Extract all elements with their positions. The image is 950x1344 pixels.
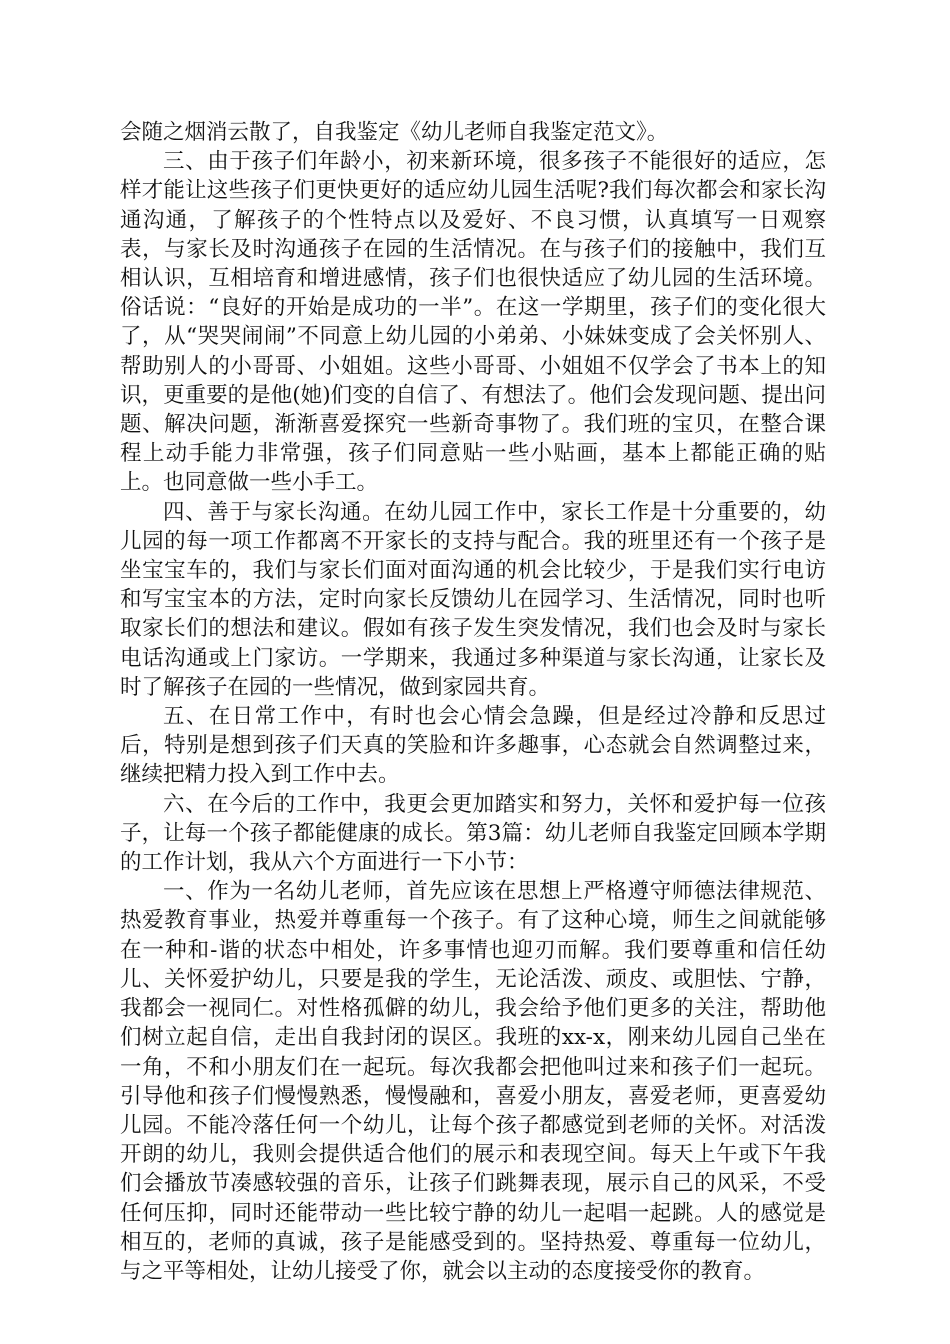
paragraph-section-six: 六、在今后的工作中，我更会更加踏实和努力，关怀和爱护每一位孩子，让每一个孩子都能健康的成长。第3篇：幼儿老师自我鉴定回顾本学期的工作计划，我从六个方面进行一下小节： bbox=[120, 791, 826, 876]
paragraph-continuation: 会随之烟消云散了，自我鉴定《幼儿老师自我鉴定范文》。 bbox=[120, 120, 669, 145]
document-body bbox=[120, 118, 826, 1286]
paragraph-section-four: 四、善于与家长沟通。在幼儿园工作中，家长工作是十分重要的，幼儿园的每一项工作都离不开家长的支持与配合。我的班里还有一个孩子是坐宝宝车的，我们与家长们面对面沟通的机会比较少，于是我们实行电访和写宝宝本的方法，定时向家长反馈幼儿在园学习、生活情况，同时也听取家长们的想法和建议。假如有孩子发生突发情况，我们也会及时与家长电话沟通或上门家访。一学期来，我通过多种渠道与家长沟通，让家长及时了解孩子在园的一些情况，做到家园共育。 bbox=[120, 499, 826, 700]
paragraph-section-one: 一、作为一名幼儿老师，首先应该在思想上严格遵守师德法律规范、热爱教育事业，热爱并尊重每一个孩子。有了这种心境，师生之间就能够在一种和-谐的状态中相处，许多事情也迎刃而解。我们要尊重和信任幼儿、关怀爱护幼儿，只要是我的学生，无论活泼、顽皮、或胆怯、宁静，我都会一视同仁。对性格孤僻的幼儿，我会给予他们更多的关注，帮助他们树立起自信，走出自我封闭的误区。我班的xx-x，刚来幼儿园自己坐在一角，不和小朋友们在一起玩。每次我都会把他叫过来和孩子们一起玩。引导他和孩子们慢慢熟悉，慢慢融和，喜爱小朋友，喜爱老师，更喜爱幼儿园。不能冷落任何一个幼儿，让每个孩子都感觉到老师的关怀。对活泼开朗的幼儿，我则会提供适合他们的展示和表现空间。每天上午或下午我们会播放节凑感较强的音乐，让孩子们跳舞表现，展示自己的风采，不受任何压抑，同时还能带动一些比较宁静的幼儿一起唱一起跳。人的感觉是相互的，老师的真诚，孩子是能感受到的。坚持热爱、尊重每一位幼儿，与之平等相处，让幼儿接受了你，就会以主动的态度接受你的教育。 bbox=[120, 879, 826, 1284]
paragraph-section-three: 三、由于孩子们年龄小，初来新环境，很多孩子不能很好的适应，怎样才能让这些孩子们更快更好的适应幼儿园生活呢?我们每次都会和家长沟通沟通，了解孩子的个性特点以及爱好、不良习惯，认真填写一日观察表，与家长及时沟通孩子在园的生活情况。在与孩子们的接触中，我们互相认识，互相培育和增进感情，孩子们也很快适应了幼儿园的生活环境。俗话说：“良好的开始是成功的一半”。在这一学期里，孩子们的变化很大了，从“哭哭闹闹”不同意上幼儿园的小弟弟、小妹妹变成了会关怀别人、帮助别人的小哥哥、小姐姐。这些小哥哥、小姐姐不仅学会了书本上的知识，更重要的是他(她)们变的自信了、有想法了。他们会发现问题、提出问题、解决问题，渐渐喜爱探究一些新奇事物了。我们班的宝贝，在整合课程上动手能力非常强，孩子们同意贴一些小贴画，基本上都能正确的贴上。也同意做一些小手工。 bbox=[120, 149, 826, 496]
paragraph-section-five: 五、在日常工作中，有时也会心情会急躁，但是经过冷静和反思过后，特别是想到孩子们天真的笑脸和许多趣事，心态就会自然调整过来，继续把精力投入到工作中去。 bbox=[120, 704, 826, 788]
